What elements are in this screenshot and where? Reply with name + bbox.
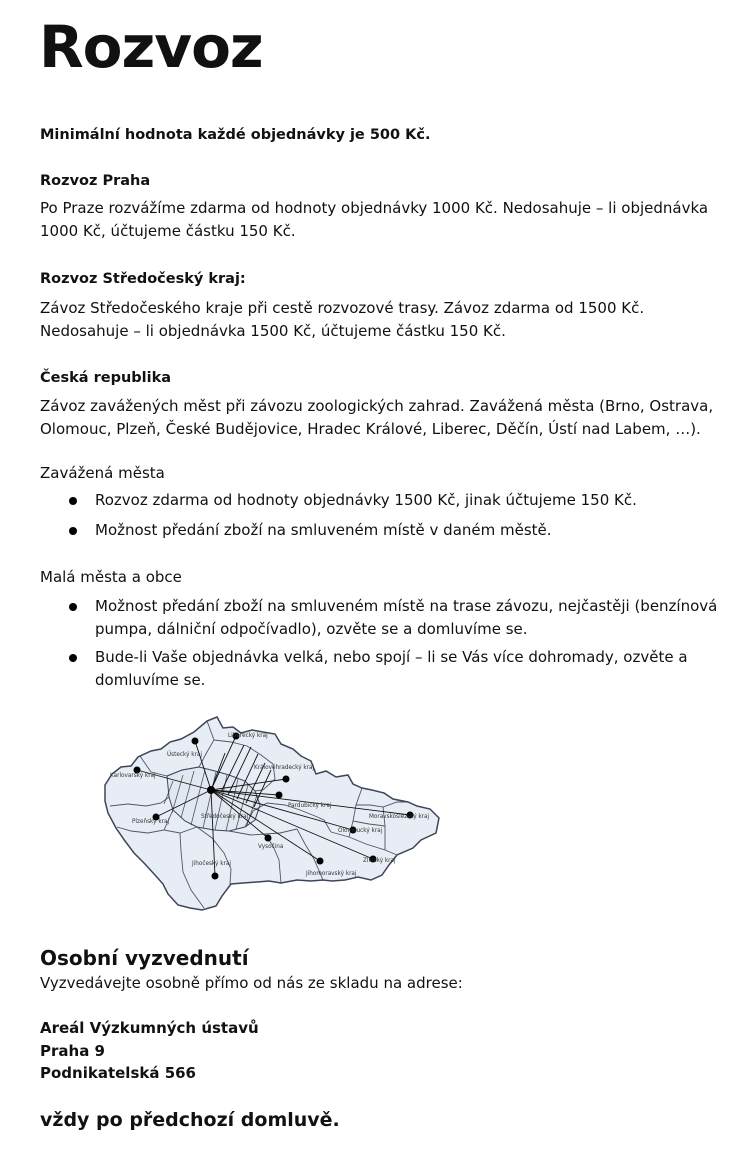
city-dot [283, 776, 290, 783]
czech-map-svg [103, 709, 441, 913]
city-dot [265, 835, 272, 842]
list-item [40, 519, 728, 542]
section-body-stredocesky: Závoz Středočeského kraje při cestě rozvozové trasy. Závoz zdarma od 1500 Kč. Nedosahuje – li objednávka 1500 Kč, účtujeme částku 150 Kč. [40, 299, 645, 340]
city-dot [192, 738, 199, 745]
map-label-ustecky: Ústecký kraj [167, 752, 202, 758]
map-label-stredocesky: Středočeský kraj [201, 814, 249, 820]
zavazena-mesta-list [40, 489, 728, 542]
pickup-intro: Vyzvedávejte osobně přímo od nás ze skladu na adrese: [40, 974, 463, 992]
map-label-liberecky: Liberecký kraj [228, 733, 268, 739]
pickup-address-line: Podnikatelská 566 [40, 1064, 196, 1082]
city-dot [317, 858, 324, 865]
mala-mesta-list [40, 595, 728, 692]
bullet-icon [69, 603, 77, 611]
minimum-order-note: Minimální hodnota každé objednávky je 500 Kč. [40, 127, 431, 143]
list-item-text: Možnost předání zboží na smluveném místě na trase závozu, nejčastěji (benzínová pumpa, dálniční odpočívadlo), ozvěte se a domluvíme se. [95, 597, 718, 638]
pickup-heading: Osobní vyzvednutí [40, 946, 249, 970]
map-label-vysocina: Vysočina [258, 844, 284, 850]
pickup-address-line: Areál Výzkumných ústavů [40, 1019, 259, 1037]
bullet-icon [69, 497, 77, 505]
section-heading-mala-mesta: Malá města a obce [40, 568, 182, 586]
section-body-praha: Po Praze rozvážíme zdarma od hodnoty objednávky 1000 Kč. Nedosahuje – li objednávka 1000 Kč, účtujeme částku 150 Kč. [40, 199, 709, 240]
list-item [40, 595, 728, 641]
map-label-plzensky: Plzeňský kraj [132, 819, 170, 825]
map-label-jihocesky: Jihočeský kraj [192, 861, 231, 867]
map-label-karlovarsky: Karlovarský kraj [110, 773, 156, 779]
list-item [40, 489, 728, 512]
city-dot [276, 792, 283, 799]
section-body-ceska-republika: Závoz zavážených měst při závozu zoologických zahrad. Zavážená města (Brno, Ostrava, Olomouc, Plzeň, České Budějovice, Hradec Králové, Liberec, Děčín, Ústí nad Labem, …). [40, 397, 714, 438]
bullet-icon [69, 654, 77, 662]
page-title: Rozvoz [39, 13, 263, 81]
section-heading-stredocesky: Rozvoz Středočeský kraj: [40, 271, 246, 287]
map-label-zlinsky: Zlínský kraj [363, 858, 396, 864]
section-heading-praha: Rozvoz Praha [40, 173, 151, 189]
map-label-pardubicky: Pardubický kraj [288, 803, 332, 809]
map-label-kralovehradecky: Královéhradecký kraj [254, 765, 315, 771]
list-item-text: Rozvoz zdarma od hodnoty objednávky 1500 Kč, jinak účtujeme 150 Kč. [95, 491, 637, 509]
czech-delivery-map [103, 709, 441, 913]
list-item-text: Bude-li Vaše objednávka velká, nebo spojí – li se Vás více dohromady, ozvěte a domluvíme se. [95, 648, 688, 689]
bullet-icon [69, 527, 77, 535]
map-label-moravskoslezsky: Moravskoslezský kraj [369, 814, 430, 820]
city-dot [212, 873, 219, 880]
pickup-note: vždy po předchozí domluvě. [40, 1109, 340, 1131]
section-heading-zavazena-mesta: Zavážená města [40, 464, 165, 482]
list-item [40, 646, 728, 692]
city-dot [207, 786, 215, 794]
section-heading-ceska-republika: Česká republika [40, 370, 172, 386]
map-label-jihomoravsky: Jihomoravský kraj [306, 871, 357, 877]
pickup-address-line: Praha 9 [40, 1042, 105, 1060]
list-item-text: Možnost předání zboží na smluveném místě v daném městě. [95, 521, 552, 539]
map-label-olomoucky: Olomoucký kraj [338, 828, 383, 834]
